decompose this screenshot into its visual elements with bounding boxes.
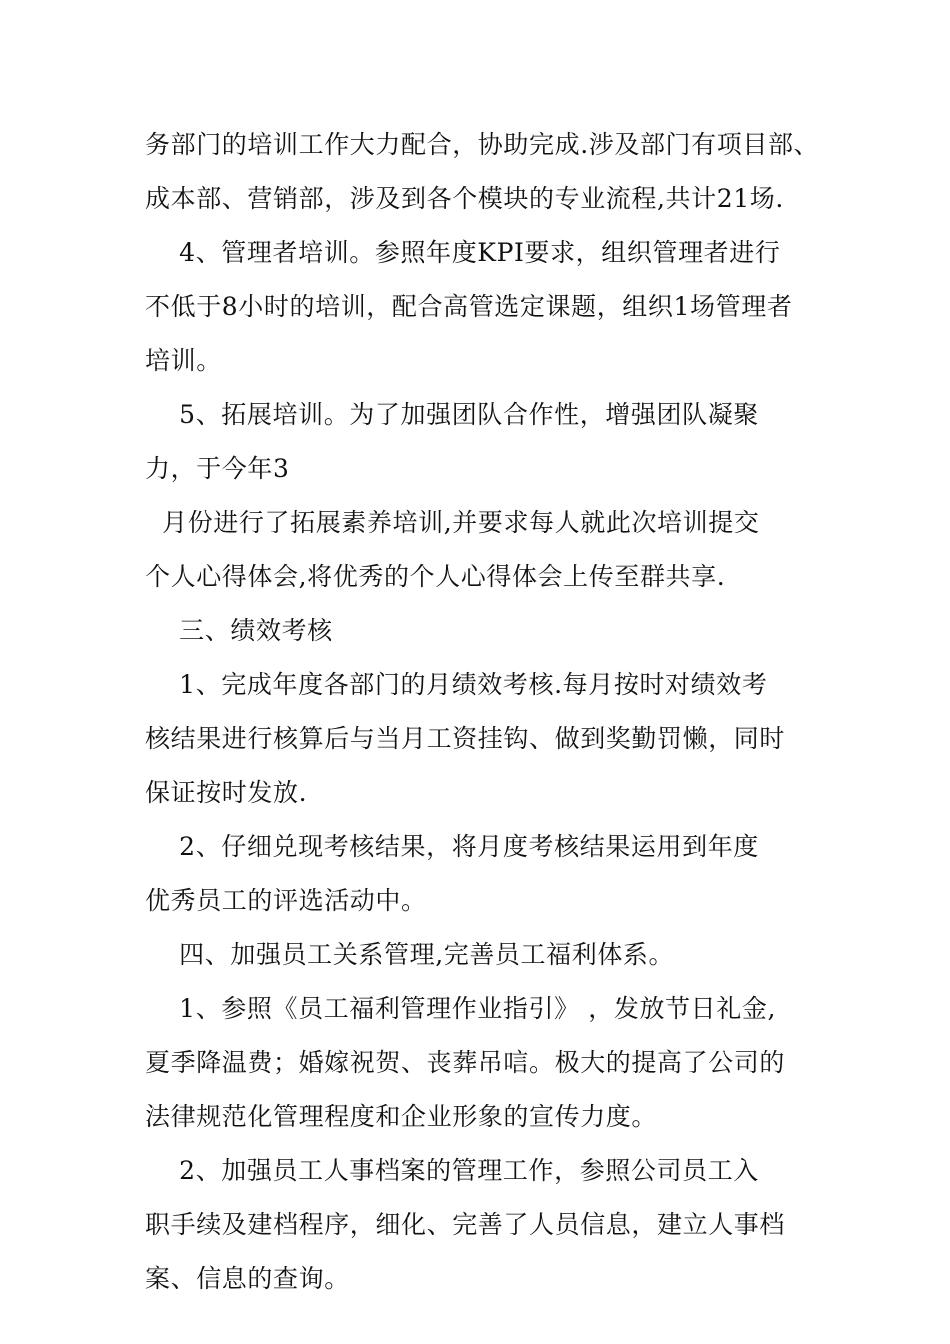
section-heading: 三、绩效考核 <box>145 616 333 645</box>
text-line: 法律规范化管理程度和企业形象的宣传力度。 <box>145 1102 658 1131</box>
text-line: 优秀员工的评选活动中。 <box>145 886 427 915</box>
text-line: 案、信息的查询。 <box>145 1264 350 1293</box>
text-line: 力，于今年3 <box>145 454 290 483</box>
text-line: 夏季降温费；婚嫁祝贺、丧葬吊唁。极大的提高了公司的 <box>145 1048 786 1077</box>
text-line: 个人心得体会,将优秀的个人心得体会上传至群共享. <box>145 562 726 591</box>
text-line: 不低于8小时的培训，配合高管选定课题，组织1场管理者 <box>145 292 793 321</box>
text-line: 务部门的培训工作大力配合，协助完成.涉及部门有项目部、 <box>145 130 820 159</box>
text-line: 培训。 <box>145 346 222 375</box>
text-line: 5、拓展培训。为了加强团队合作性，增强团队凝聚 <box>145 400 759 429</box>
text-line: 职手续及建档程序，细化、完善了人员信息，建立人事档 <box>145 1210 786 1239</box>
text-line: 1、完成年度各部门的月绩效考核.每月按时对绩效考 <box>145 670 768 699</box>
text-line: 保证按时发放. <box>145 778 308 807</box>
text-line: 月份进行了拓展素养培训,并要求每人就此次培训提交 <box>145 508 760 537</box>
text-line: 成本部、营销部，涉及到各个模块的专业流程,共计21场. <box>145 184 784 213</box>
text-line: 2、加强员工人事档案的管理工作，参照公司员工入 <box>145 1156 759 1185</box>
text-line: 核结果进行核算后与当月工资挂钩、做到奖勤罚懒，同时 <box>145 724 786 753</box>
text-line: 4、管理者培训。参照年度KPI要求，组织管理者进行 <box>145 238 781 267</box>
document-body <box>145 118 820 1306</box>
section-heading: 四、加强员工关系管理,完善员工福利体系。 <box>145 940 675 969</box>
text-line: 2、仔细兑现考核结果，将月度考核结果运用到年度 <box>145 832 759 861</box>
text-line: 1、参照《员工福利管理作业指引》 ，发放节日礼金, <box>145 994 776 1023</box>
